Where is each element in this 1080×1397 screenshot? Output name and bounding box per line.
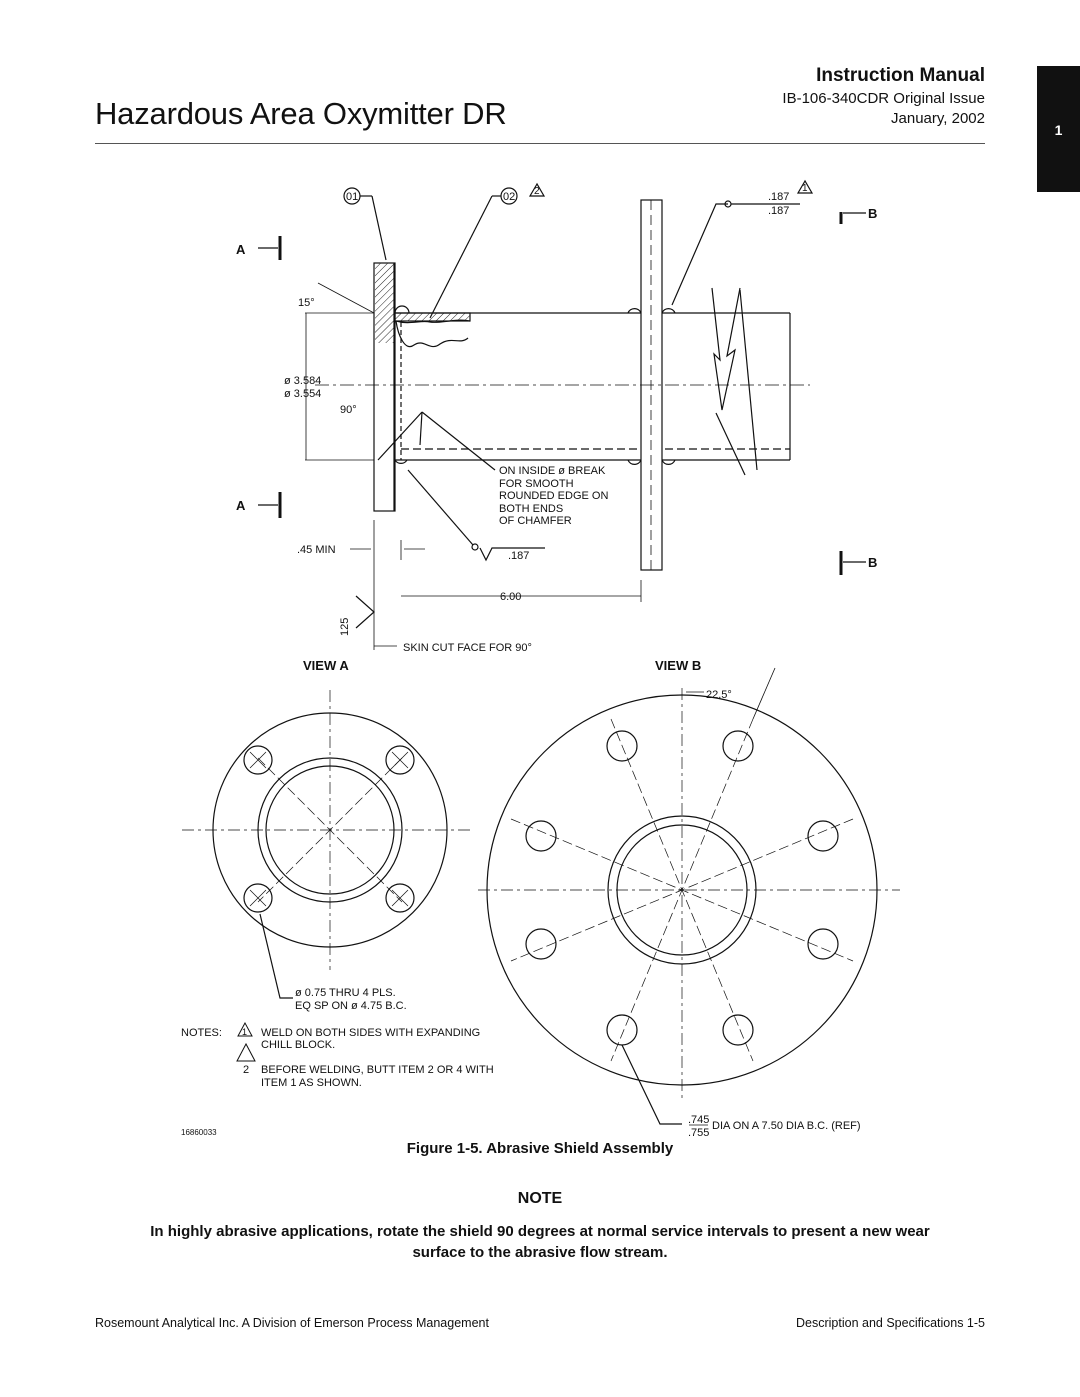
hole-dia-755: .755	[688, 1127, 710, 1139]
document-date: January, 2002	[891, 110, 985, 127]
document-title: Hazardous Area Oxymitter DR	[95, 96, 507, 131]
figure-caption: Figure 1-5. Abrasive Shield Assembly	[406, 1140, 674, 1157]
note-flag-2-legend	[237, 1044, 255, 1061]
holes-note-1: ø 0.75 THRU 4 PLS.	[295, 987, 396, 999]
bolt-hole	[244, 884, 272, 912]
bolt-hole	[386, 884, 414, 912]
note-flag-2-label: 2	[534, 186, 540, 197]
note1-line1: WELD ON BOTH SIDES WITH EXPANDING	[261, 1027, 481, 1039]
section-b-bottom: B	[868, 555, 878, 570]
view-b-label: VIEW B	[655, 658, 702, 673]
abrasive-shield-drawing	[0, 150, 1080, 1140]
section-b-top: B	[868, 206, 878, 221]
angle-15-label: 15°	[298, 297, 315, 309]
view-a-label: VIEW A	[303, 658, 349, 673]
manual-title: Instruction Manual	[816, 65, 985, 86]
note-flag-1-label: 1	[802, 183, 808, 194]
note2-number: 2	[243, 1064, 250, 1076]
bolt-hole	[386, 746, 414, 774]
diameter-bottom-label: ø 3.554	[284, 388, 322, 400]
holes-note-2: EQ SP ON ø 4.75 B.C.	[295, 1000, 407, 1012]
bolt-hole	[723, 731, 753, 761]
finish-label: 125	[339, 617, 351, 636]
drawing-number: 16860033	[181, 1128, 217, 1137]
weld-size-top: .187	[768, 191, 790, 203]
note1-line2: CHILL BLOCK.	[261, 1039, 336, 1051]
view-a	[182, 690, 470, 998]
item-label-01: 01	[346, 191, 359, 203]
view-b	[478, 668, 900, 1124]
chamfer-note-4: BOTH ENDS	[499, 503, 564, 515]
angle-225-label: 22.5°	[706, 689, 732, 701]
header-rule	[95, 143, 985, 144]
section-a-bottom: A	[236, 498, 246, 513]
section-tab-number: 1	[1054, 122, 1063, 138]
chamfer-note-1: ON INSIDE ø BREAK	[499, 465, 606, 477]
chamfer-note-2: FOR SMOOTH	[499, 478, 574, 490]
bolt-hole	[244, 746, 272, 774]
item-label-02: 02	[503, 191, 516, 203]
footer-company: Rosemount Analytical Inc. A Division of Emerson Process Management	[95, 1316, 489, 1330]
chamfer-note-3: ROUNDED EDGE ON	[499, 490, 609, 502]
chamfer-note-5: OF CHAMFER	[499, 515, 572, 527]
weld-187-label: .187	[508, 550, 530, 562]
angle-90-label: 90°	[340, 404, 357, 416]
bolt-hole	[607, 1015, 637, 1045]
note1-number: 1	[242, 1027, 248, 1037]
skin-cut-label: SKIN CUT FACE FOR 90°	[403, 642, 532, 654]
bolt-hole	[723, 1015, 753, 1045]
note-text: In highly abrasive applications, rotate the shield 90 degrees at normal service intervals to present a new wear surface to the abrasive flow stream.	[150, 1223, 930, 1261]
note2-line2: ITEM 1 AS SHOWN.	[261, 1077, 362, 1089]
document-number: IB-106-340CDR Original Issue	[782, 90, 985, 107]
note2-line1: BEFORE WELDING, BUTT ITEM 2 OR 4 WITH	[261, 1064, 494, 1076]
weld-size-bottom: .187	[768, 205, 790, 217]
min-label: .45 MIN	[297, 544, 336, 556]
diameter-top-label: ø 3.584	[284, 375, 322, 387]
note-heading: NOTE	[517, 1190, 563, 1207]
notes-label: NOTES:	[181, 1027, 222, 1039]
bolt-circle-label: DIA ON A 7.50 DIA B.C. (REF)	[712, 1120, 861, 1132]
length-label: 6.00	[500, 591, 522, 603]
hole-dia-745: .745	[688, 1114, 710, 1126]
footer-page-info: Description and Specifications 1-5	[796, 1316, 985, 1330]
section-a-top: A	[236, 242, 246, 257]
